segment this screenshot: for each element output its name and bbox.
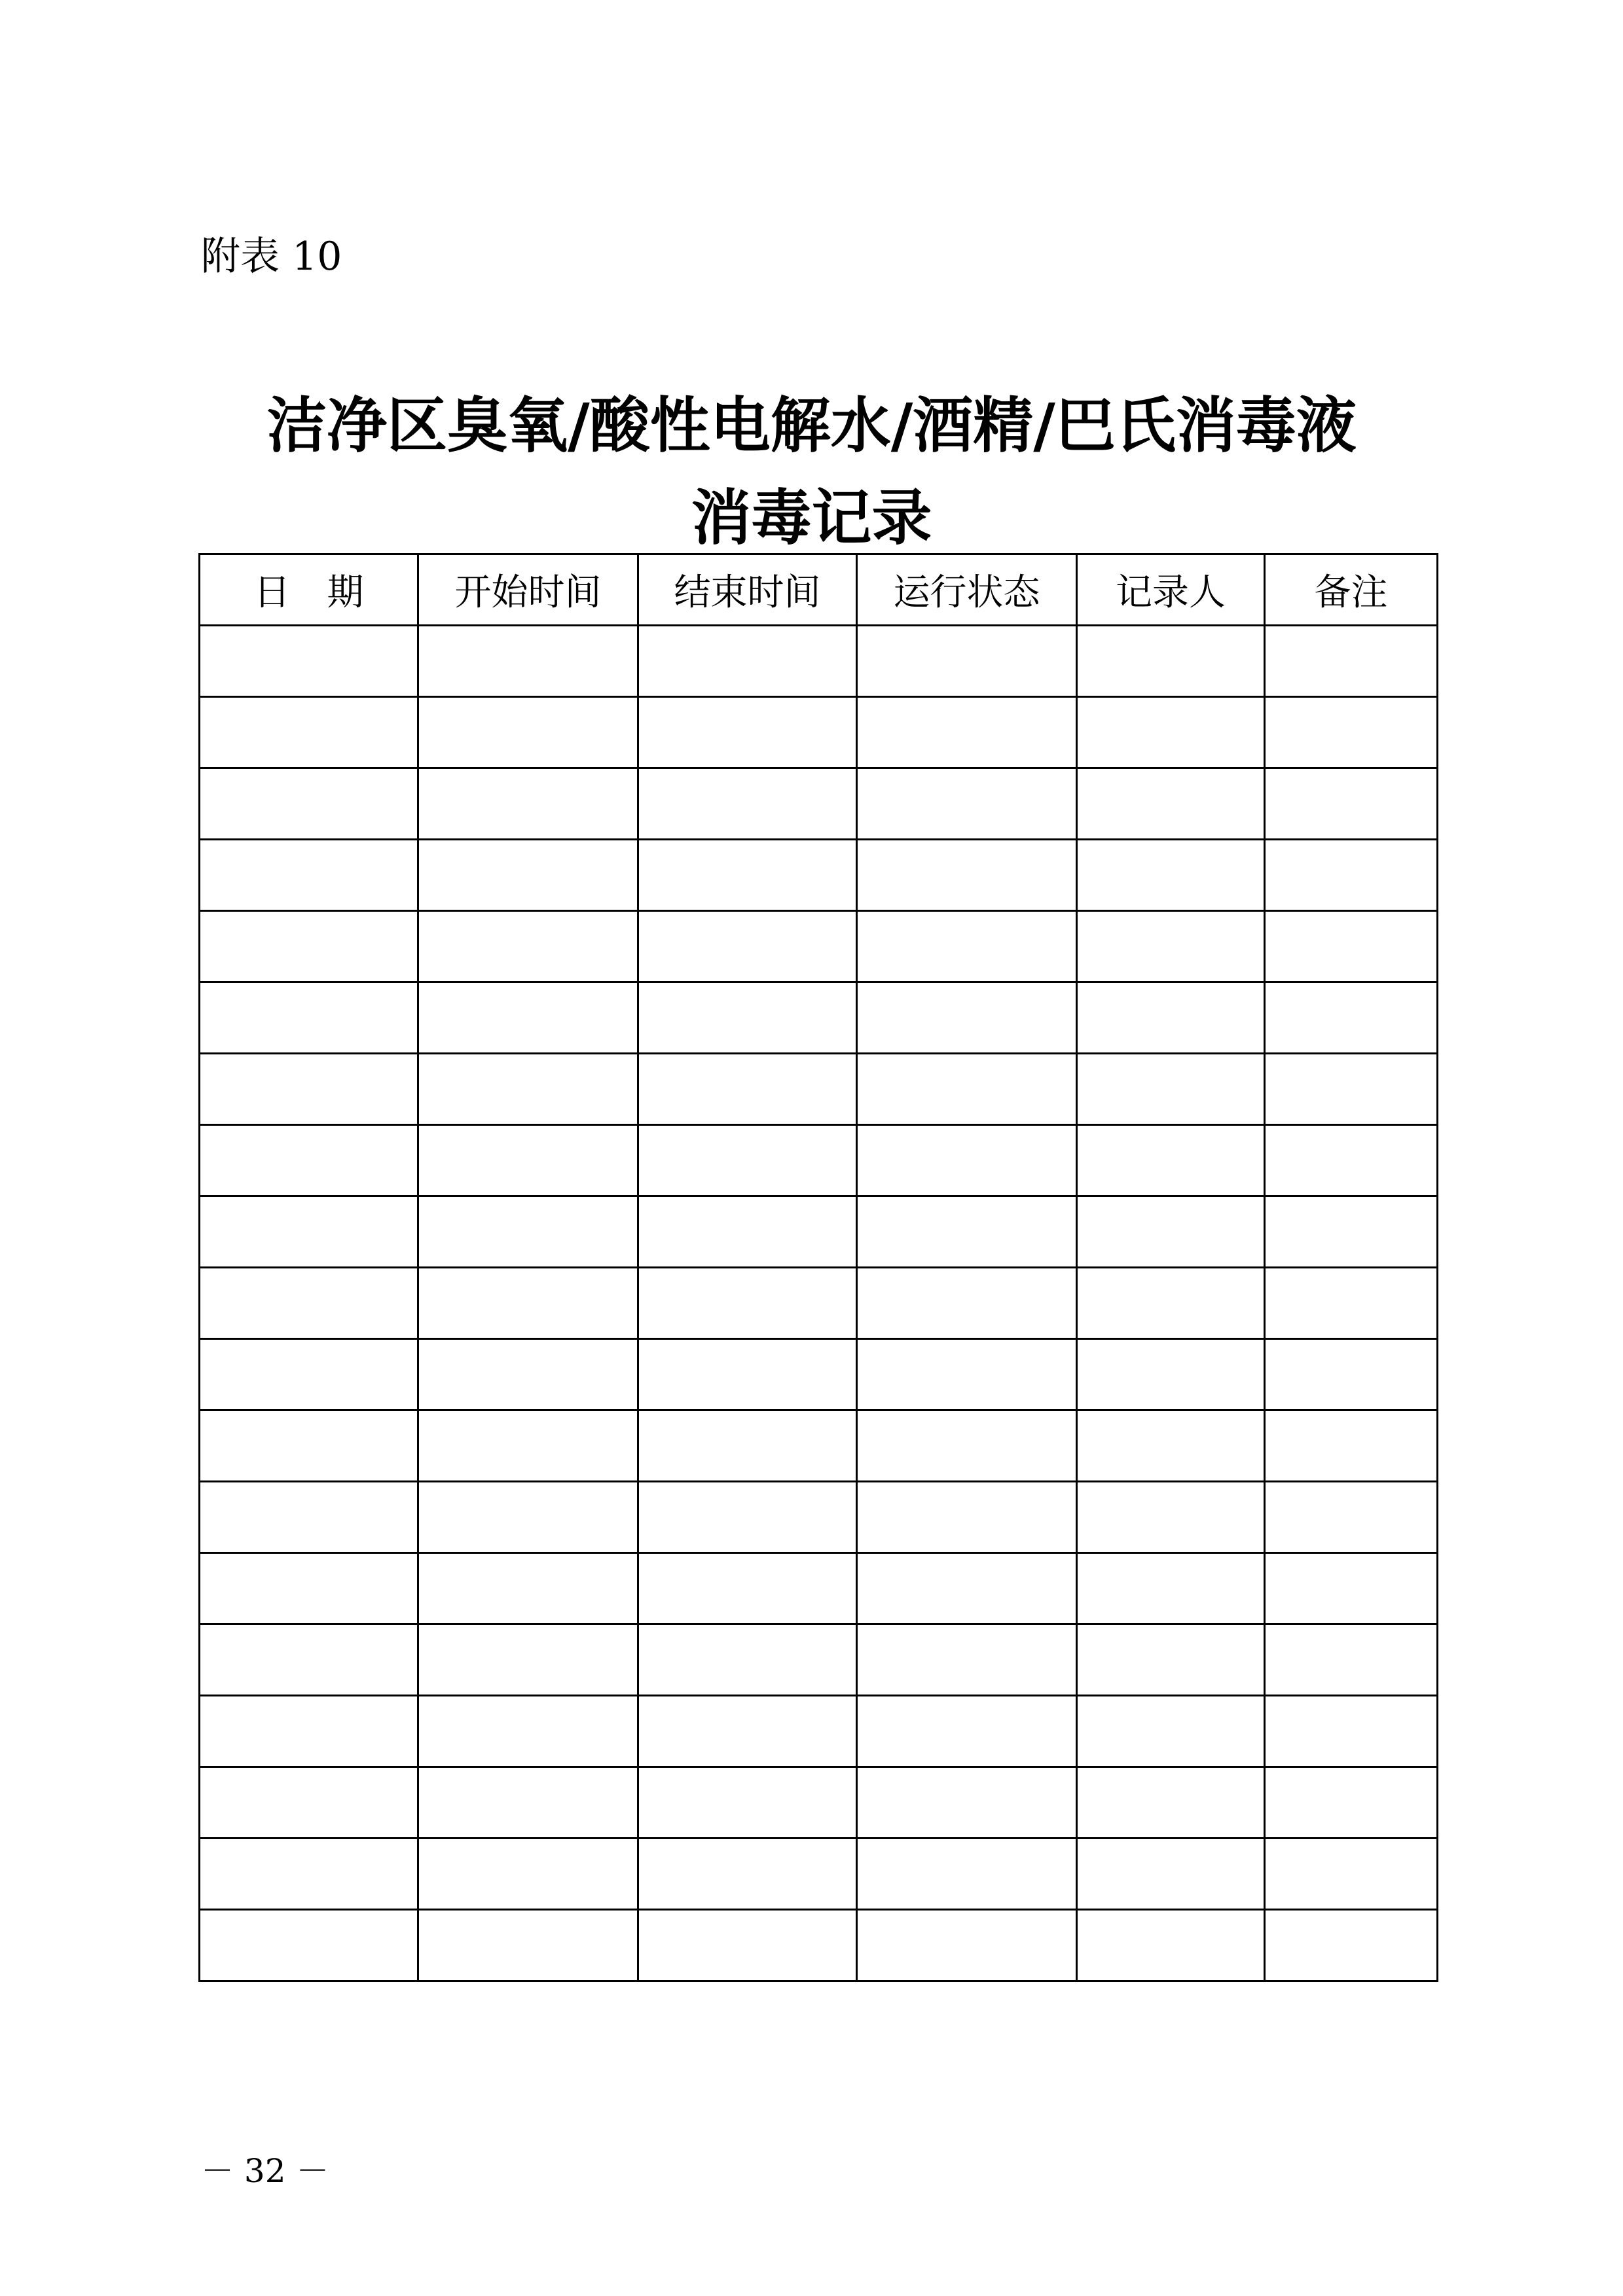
cell-remarks[interactable] (1265, 1767, 1438, 1839)
cell-remarks[interactable] (1265, 626, 1438, 697)
cell-end-time[interactable] (638, 697, 857, 768)
header-remarks: 备注 (1265, 554, 1438, 626)
cell-remarks[interactable] (1265, 1696, 1438, 1767)
cell-start-time[interactable] (418, 1696, 638, 1767)
header-date: 日 期 (200, 554, 418, 626)
table-row (200, 1410, 1438, 1482)
cell-end-time[interactable] (638, 1125, 857, 1196)
cell-end-time[interactable] (638, 1624, 857, 1696)
table-body (200, 626, 1438, 1981)
cell-start-time[interactable] (418, 1910, 638, 1981)
cell-recorder[interactable] (1077, 840, 1265, 911)
cell-recorder[interactable] (1077, 1054, 1265, 1125)
cell-date[interactable] (200, 1696, 418, 1767)
cell-start-time[interactable] (418, 1410, 638, 1482)
page-number: － 32 － (201, 2152, 329, 2190)
cell-date[interactable] (200, 1196, 418, 1268)
cell-date[interactable] (200, 982, 418, 1054)
cell-end-time[interactable] (638, 626, 857, 697)
cell-operating-status[interactable] (857, 626, 1077, 697)
cell-start-time[interactable] (418, 1196, 638, 1268)
cell-start-time[interactable] (418, 1268, 638, 1339)
cell-operating-status[interactable] (857, 1196, 1077, 1268)
cell-date[interactable] (200, 840, 418, 911)
cell-operating-status[interactable] (857, 1410, 1077, 1482)
cell-recorder[interactable] (1077, 1410, 1265, 1482)
cell-end-time[interactable] (638, 1268, 857, 1339)
cell-start-time[interactable] (418, 1767, 638, 1839)
cell-operating-status[interactable] (857, 1696, 1077, 1767)
cell-recorder[interactable] (1077, 1339, 1265, 1410)
cell-start-time[interactable] (418, 1125, 638, 1196)
cell-end-time[interactable] (638, 1839, 857, 1910)
cell-end-time[interactable] (638, 1410, 857, 1482)
table-row (200, 1696, 1438, 1767)
table-row (200, 1910, 1438, 1981)
cell-remarks[interactable] (1265, 1339, 1438, 1410)
cell-start-time[interactable] (418, 982, 638, 1054)
cell-recorder[interactable] (1077, 1624, 1265, 1696)
cell-remarks[interactable] (1265, 1196, 1438, 1268)
cell-recorder[interactable] (1077, 1696, 1265, 1767)
cell-end-time[interactable] (638, 911, 857, 982)
cell-recorder[interactable] (1077, 982, 1265, 1054)
table-row (200, 1482, 1438, 1553)
table-row (200, 1196, 1438, 1268)
cell-remarks[interactable] (1265, 768, 1438, 840)
cell-date[interactable] (200, 1839, 418, 1910)
cell-recorder[interactable] (1077, 1125, 1265, 1196)
table-row (200, 911, 1438, 982)
cell-operating-status[interactable] (857, 840, 1077, 911)
cell-end-time[interactable] (638, 768, 857, 840)
cell-remarks[interactable] (1265, 1268, 1438, 1339)
cell-start-time[interactable] (418, 840, 638, 911)
cell-recorder[interactable] (1077, 1196, 1265, 1268)
header-end-time: 结束时间 (638, 554, 857, 626)
cell-start-time[interactable] (418, 1624, 638, 1696)
appendix-label: 附表 10 (201, 234, 342, 279)
cell-date[interactable] (200, 1910, 418, 1981)
cell-recorder[interactable] (1077, 911, 1265, 982)
cell-start-time[interactable] (418, 911, 638, 982)
cell-start-time[interactable] (418, 1553, 638, 1624)
cell-date[interactable] (200, 1482, 418, 1553)
cell-end-time[interactable] (638, 840, 857, 911)
table-row (200, 1268, 1438, 1339)
cell-start-time[interactable] (418, 768, 638, 840)
cell-recorder[interactable] (1077, 1553, 1265, 1624)
table-row (200, 1339, 1438, 1410)
cell-remarks[interactable] (1265, 1125, 1438, 1196)
header-recorder: 记录人 (1077, 554, 1265, 626)
table-row (200, 1839, 1438, 1910)
table-row (200, 1125, 1438, 1196)
cell-recorder[interactable] (1077, 1482, 1265, 1553)
cell-recorder[interactable] (1077, 1767, 1265, 1839)
cell-operating-status[interactable] (857, 911, 1077, 982)
cell-end-time[interactable] (638, 982, 857, 1054)
cell-recorder[interactable] (1077, 626, 1265, 697)
cell-operating-status[interactable] (857, 1482, 1077, 1553)
cell-remarks[interactable] (1265, 1410, 1438, 1482)
cell-end-time[interactable] (638, 1339, 857, 1410)
table-row (200, 1767, 1438, 1839)
cell-start-time[interactable] (418, 1054, 638, 1125)
cell-date[interactable] (200, 697, 418, 768)
cell-remarks[interactable] (1265, 982, 1438, 1054)
table-row (200, 768, 1438, 840)
table-row (200, 697, 1438, 768)
cell-end-time[interactable] (638, 1482, 857, 1553)
cell-start-time[interactable] (418, 626, 638, 697)
cell-start-time[interactable] (418, 1339, 638, 1410)
cell-date[interactable] (200, 768, 418, 840)
cell-date[interactable] (200, 1268, 418, 1339)
cell-recorder[interactable] (1077, 1910, 1265, 1981)
cell-operating-status[interactable] (857, 1125, 1077, 1196)
cell-recorder[interactable] (1077, 1268, 1265, 1339)
table-row (200, 1054, 1438, 1125)
table-row (200, 1553, 1438, 1624)
cell-remarks[interactable] (1265, 911, 1438, 982)
cell-date[interactable] (200, 626, 418, 697)
table-row (200, 626, 1438, 697)
cell-operating-status[interactable] (857, 1624, 1077, 1696)
cell-operating-status[interactable] (857, 697, 1077, 768)
cell-remarks[interactable] (1265, 840, 1438, 911)
table-header-row (200, 554, 1438, 626)
cell-end-time[interactable] (638, 1196, 857, 1268)
cell-start-time[interactable] (418, 697, 638, 768)
cell-operating-status[interactable] (857, 1268, 1077, 1339)
table-row (200, 1624, 1438, 1696)
cell-end-time[interactable] (638, 1054, 857, 1125)
cell-date[interactable] (200, 911, 418, 982)
cell-remarks[interactable] (1265, 697, 1438, 768)
cell-date[interactable] (200, 1624, 418, 1696)
cell-date[interactable] (200, 1339, 418, 1410)
cell-end-time[interactable] (638, 1696, 857, 1767)
cell-remarks[interactable] (1265, 1839, 1438, 1910)
cell-start-time[interactable] (418, 1482, 638, 1553)
cell-end-time[interactable] (638, 1553, 857, 1624)
cell-operating-status[interactable] (857, 768, 1077, 840)
document-title-line-1: 洁净区臭氧/酸性电解水/酒精/巴氏消毒液 (266, 390, 1357, 461)
cell-end-time[interactable] (638, 1910, 857, 1981)
cell-operating-status[interactable] (857, 982, 1077, 1054)
cell-date[interactable] (200, 1410, 418, 1482)
cell-remarks[interactable] (1265, 1624, 1438, 1696)
table-row (200, 840, 1438, 911)
disinfection-record-table (198, 553, 1438, 1982)
cell-remarks[interactable] (1265, 1482, 1438, 1553)
cell-operating-status[interactable] (857, 1910, 1077, 1981)
cell-end-time[interactable] (638, 1767, 857, 1839)
cell-recorder[interactable] (1077, 697, 1265, 768)
table-row (200, 982, 1438, 1054)
header-operating-status: 运行状态 (857, 554, 1077, 626)
cell-operating-status[interactable] (857, 1553, 1077, 1624)
cell-date[interactable] (200, 1125, 418, 1196)
cell-operating-status[interactable] (857, 1054, 1077, 1125)
cell-recorder[interactable] (1077, 768, 1265, 840)
cell-operating-status[interactable] (857, 1839, 1077, 1910)
document-title-line-2: 消毒记录 (691, 482, 932, 553)
cell-remarks[interactable] (1265, 1910, 1438, 1981)
cell-operating-status[interactable] (857, 1339, 1077, 1410)
cell-remarks[interactable] (1265, 1054, 1438, 1125)
cell-operating-status[interactable] (857, 1767, 1077, 1839)
cell-recorder[interactable] (1077, 1839, 1265, 1910)
cell-date[interactable] (200, 1553, 418, 1624)
cell-date[interactable] (200, 1767, 418, 1839)
cell-date[interactable] (200, 1054, 418, 1125)
header-start-time: 开始时间 (418, 554, 638, 626)
cell-remarks[interactable] (1265, 1553, 1438, 1624)
cell-start-time[interactable] (418, 1839, 638, 1910)
